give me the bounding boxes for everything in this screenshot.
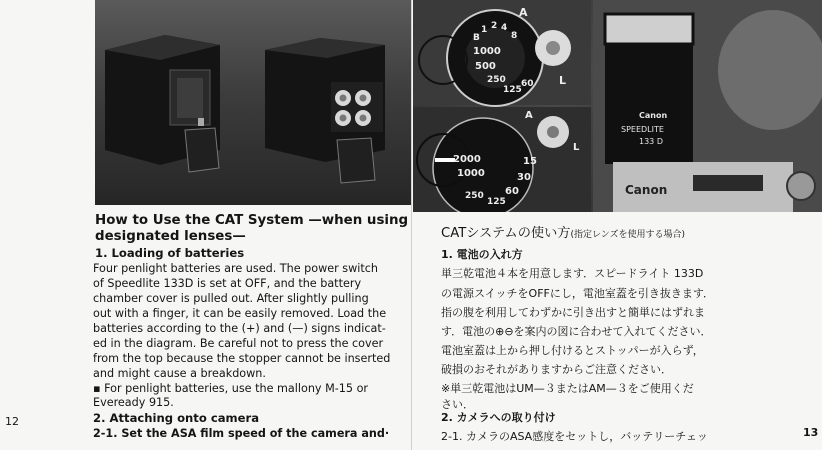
dial-top-250: 250 [487,75,506,85]
dial-top-125: 125 [503,85,522,95]
camera-brand: Canon [625,183,668,197]
right-title-sub: (指定レンズを使用する場合) [570,230,685,240]
left-body-line-7: from the top because the stopper cannot be inserted [93,352,391,365]
flash-brand: Canon [639,111,668,120]
dial-top-letter-l: L [559,74,567,87]
dial-bottom-60: 60 [505,186,519,197]
battery-pack-photo [95,0,411,205]
left-note-line-2: Eveready 915. [93,396,174,409]
right-section2-line: 2-1. カメラのASA感度をセットし，バッテリーチェッ [441,430,708,443]
dial-top-letter-a: A [519,6,528,19]
right-body-line-6: 破損のおそれがありますからご注意ください． [441,363,672,376]
left-body-line-3: chamber cover is pulled out. After slightly pulling [93,292,369,305]
dial-bottom-letter-a: A [525,110,533,121]
right-body-line-4: す．電池の⊕⊖を案内の図に合わせて入れてください． [441,325,712,338]
right-body-line-3: 指の腹を利用してわずかに引き出すと簡単にはずれま [441,306,705,319]
left-section1-heading: 1. Loading of batteries [95,246,245,260]
right-body-line-2: の電源スイッチをOFFにし，電池室蓋を引き抜きます． [441,287,714,300]
right-title-main: CATシステムの使い方 [441,226,571,241]
right-note-line-1: ※単三乾電池はUM—３またはAM—３をご使用くだ [441,382,694,395]
right-body-line-1: 単三乾電池４本を用意します．スピードライト 133D [441,267,704,280]
dial-bottom-250: 250 [465,191,484,201]
dial-bottom-30: 30 [517,172,531,183]
dial-bottom-1000: 1000 [457,168,485,179]
right-body-line-5: 電池室蓋は上から押し付けるとストッパーが入らず， [441,344,704,357]
left-section2-heading: 2. Attaching onto camera [93,411,260,425]
camera-flash-photo [413,0,822,212]
left-body-line-6: ed in the diagram. Be careful not to press the cover [93,337,384,350]
dial-bottom-letter-l: L [573,142,580,153]
left-body-line-5: batteries according to the (+) and (—) signs indicat- [93,322,386,335]
left-body-line-2: of Speedlite 133D is set at OFF, and the battery [93,277,362,290]
dial-bottom-125: 125 [487,197,506,207]
left-body-line-4: out with a finger, it can be easily removed. Load the [93,307,387,320]
camera-flash-illustration [413,0,822,212]
left-page-number: 12 [5,415,19,428]
dial-top-b: B [473,33,480,43]
right-title [441,222,685,241]
dial-top-1: 1 [481,25,488,35]
left-title-line1: How to Use the CAT System —when using [95,213,409,228]
dial-top-4: 4 [501,23,508,33]
right-note-line-2: さい． [441,398,474,411]
left-body-line-1: Four penlight batteries are used. The power switch [93,262,379,275]
right-page [411,0,822,450]
flash-model: SPEEDLITE [621,125,664,134]
flash-number: 133 D [639,137,663,146]
left-note-line-1: ▪ For penlight batteries, use the mallony M-15 or [93,382,369,395]
dial-top-1000: 1000 [473,46,501,57]
battery-pack-illustration [95,0,411,205]
dial-top-8: 8 [511,31,518,41]
right-section1-heading: 1. 電池の入れ方 [441,248,523,261]
dial-top-60: 60 [521,79,534,89]
right-section2-heading: 2. カメラへの取り付け [441,411,556,424]
dial-bottom-15: 15 [523,156,537,167]
left-body-line-8: and might cause a breakdown. [93,367,266,380]
left-section2-line: 2-1. Set the ASA film speed of the camera and· [93,427,390,440]
right-page-number: 13 [803,426,819,439]
dial-top-2: 2 [491,21,498,31]
left-title-line2: designated lenses— [95,229,246,244]
dial-bottom-2000: 2000 [453,154,481,165]
dial-top-500: 500 [475,61,496,72]
